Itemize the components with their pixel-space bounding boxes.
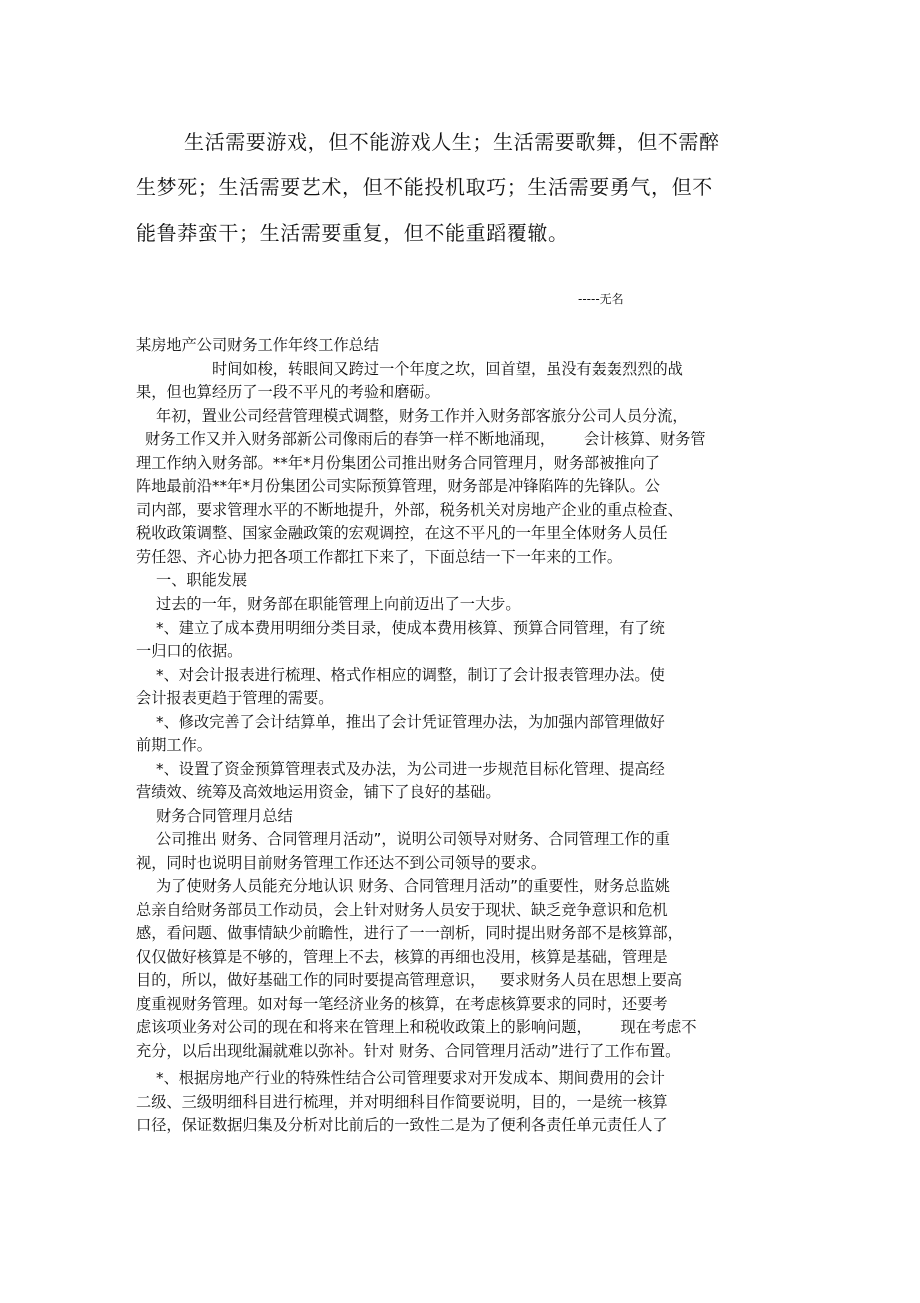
paragraph-line: 虑该项业务对公司的现在和将来在管理上和税收政策上的影响问题， 现在考虑不 bbox=[136, 1018, 697, 1036]
paragraph-line: *、建立了成本费用明细分类目录，使成本费用核算、预算合同管理，有了统 bbox=[156, 619, 665, 637]
paragraph-line: 过去的一年，财务部在职能管理上向前迈出了一大步。 bbox=[156, 595, 521, 613]
paragraph-line: 充分，以后出现纰漏就难以弥补。针对 财务、合同管理月活动”进行了工作布置。 bbox=[136, 1042, 681, 1060]
section-heading: 一、职能发展 bbox=[156, 571, 248, 589]
quote-line: 能鲁莽蛮干；生活需要重复，但不能重蹈覆辙。 bbox=[136, 221, 569, 245]
paragraph-line: 税收政策调整、国家金融政策的宏观调控，在这不平凡的一年里全体财务人员任 bbox=[136, 524, 668, 542]
article-title: 某房地产公司财务工作年终工作总结 bbox=[136, 336, 379, 354]
paragraph-line: 二级、三级明细科目进行梳理，并对明细科目作简要说明，目的，一是统一核算 bbox=[136, 1093, 668, 1111]
paragraph-line: *、根据房地产行业的特殊性结合公司管理要求对开发成本、期间费用的会计 bbox=[156, 1069, 665, 1087]
paragraph-line: *、修改完善了会计结算单，推出了会计凭证管理办法，为加强内部管理做好 bbox=[156, 713, 665, 731]
paragraph-line: 司内部，要求管理水平的不断地提升，外部，税务机关对房地产企业的重点检查、 bbox=[136, 501, 683, 519]
paragraph-line: 公司推出 财务、合同管理月活动”，说明公司领导对财务、合同管理工作的重 bbox=[156, 830, 670, 848]
paragraph-line: 营绩效、统筹及高效地运用资金，铺下了良好的基础。 bbox=[136, 783, 501, 801]
paragraph-line: 为了使财务人员能充分地认识 财务、合同管理月活动”的重要性，财务总监姚 bbox=[156, 877, 670, 895]
paragraph-line: 度重视财务管理。如对每一笔经济业务的核算，在考虑核算要求的同时，还要考 bbox=[136, 995, 668, 1013]
paragraph-line: 视，同时也说明目前财务管理工作还达不到公司领导的要求。 bbox=[136, 854, 547, 872]
paragraph-line: 财务工作又并入财务部新公司像雨后的春笋一样不断地涌现， 会计核算、财务管 bbox=[145, 430, 706, 448]
paragraph-line: 感，看问题、做事情缺少前瞻性，进行了一一剖析，同时提出财务部不是核算部， bbox=[136, 924, 683, 942]
quote-attribution: -----无名 bbox=[578, 292, 624, 306]
paragraph-line: 目的，所以，做好基础工作的同时要提高管理意识， 要求财务人员在思想上要高 bbox=[136, 971, 683, 989]
paragraph-line: 理工作纳入财务部。**年*月份集团公司推出财务合同管理月，财务部被推向了 bbox=[136, 454, 660, 472]
section-heading: 财务合同管理月总结 bbox=[156, 807, 293, 825]
paragraph-line: 前期工作。 bbox=[136, 736, 212, 754]
paragraph-line: 时间如梭，转眼间又跨过一个年度之坎，回首望，虽没有轰轰烈烈的战 bbox=[212, 360, 683, 378]
paragraph-line: *、设置了资金预算管理表式及办法，为公司进一步规范目标化管理、提高经 bbox=[156, 760, 665, 778]
paragraph-line: 年初，置业公司经营管理模式调整，财务工作并入财务部客旅分公司人员分流， bbox=[156, 407, 688, 425]
paragraph-line: 劳任怨、齐心协力把各项工作都扛下来了，下面总结一下一年来的工作。 bbox=[136, 548, 622, 566]
paragraph-line: 会计报表更趋于管理的需要。 bbox=[136, 689, 334, 707]
paragraph-line: 口径，保证数据归集及分析对比前后的一致性二是为了便利各责任单元责任人了 bbox=[136, 1116, 668, 1134]
quote-line: 生梦死；生活需要艺术，但不能投机取巧；生活需要勇气，但不 bbox=[136, 175, 713, 199]
paragraph-line: *、对会计报表进行梳理、格式作相应的调整，制订了会计报表管理办法。使 bbox=[156, 666, 665, 684]
paragraph-line: 一归口的依据。 bbox=[136, 642, 243, 660]
quote-line: 生活需要游戏，但不能游戏人生；生活需要歌舞，但不需醉 bbox=[184, 130, 720, 154]
paragraph-line: 总亲自给财务部员工作动员，会上针对财务人员安于现状、缺乏竞争意识和危机 bbox=[136, 901, 668, 919]
paragraph-line: 果，但也算经历了一段不平凡的考验和磨砺。 bbox=[136, 383, 440, 401]
paragraph-line: 仅仅做好核算是不够的，管理上不去，核算的再细也没用，核算是基础，管理是 bbox=[136, 948, 668, 966]
paragraph-line: 阵地最前沿**年*月份集团公司实际预算管理，财务部是冲锋陷阵的先锋队。公 bbox=[136, 477, 660, 495]
